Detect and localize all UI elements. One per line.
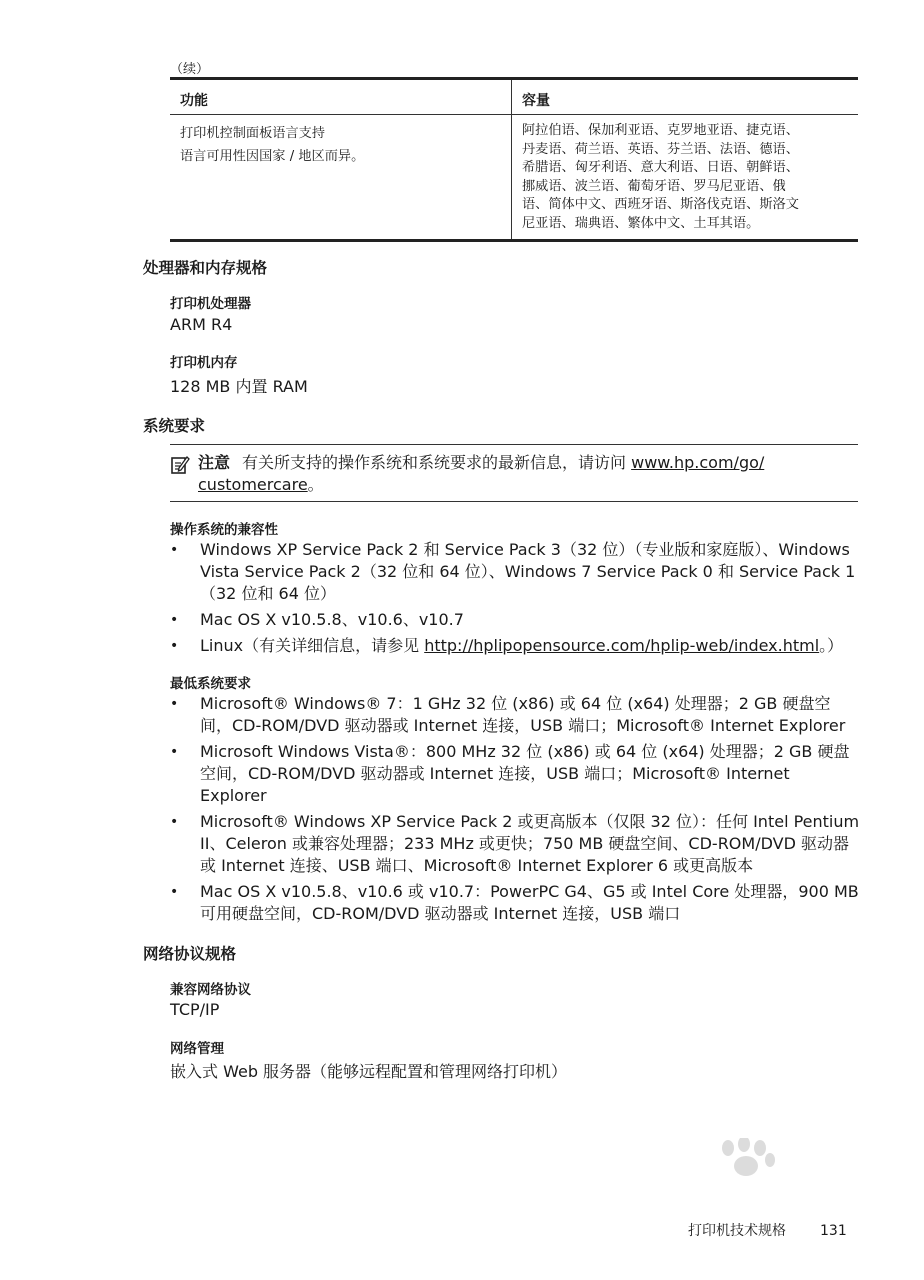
network-heading: 网络协议规格 (143, 945, 237, 963)
min-req-list (170, 693, 860, 929)
capacity-line: 丹麦语、荷兰语、英语、芬兰语、法语、德语、 (522, 141, 799, 157)
note-pencil-icon (170, 455, 190, 475)
processor-heading: 处理器和内存规格 (143, 259, 268, 277)
note-end: 。 (307, 475, 324, 494)
page-footer (688, 1220, 847, 1240)
header-feature: 功能 (170, 80, 512, 114)
linux-text: Linux（有关详细信息，请参见 (200, 636, 425, 655)
table-header (170, 80, 858, 115)
capacity-line: 语、简体中文、西班牙语、斯洛伐克语、斯洛文 (522, 197, 799, 213)
linux-end: 。） (819, 636, 844, 655)
memory-value: 128 MB 内置 RAM (170, 377, 308, 396)
header-capacity: 容量 (522, 93, 550, 109)
capacity-line: 阿拉伯语、保加利亚语、克罗地亚语、捷克语、 (522, 123, 799, 138)
hp-customercare-link[interactable]: www.hp.com/go/ (631, 453, 765, 472)
paw-logo-icon (660, 1138, 860, 1228)
feature-note: 语言可用性因国家 / 地区而异。 (180, 148, 365, 164)
list-item (170, 635, 860, 657)
memory-label: 打印机内存 (170, 355, 238, 371)
list-item: • Mac OS X v10.5.8、v10.6 或 v10.7：PowerPC G4、G5 或 Intel Core 处理器，900 MB 可用硬盘空间，CD-ROM/DVD 驱动器或 Internet 连接，USB 端口 (170, 881, 860, 925)
capacity-line: 挪威语、波兰语、葡萄牙语、罗马尼亚语、俄 (522, 178, 786, 194)
hplip-link[interactable]: http://hplipopensource.com/hplip-web/index.html (424, 636, 820, 655)
system-heading: 系统要求 (143, 417, 206, 435)
list-item: • Microsoft® Windows® 7：1 GHz 32 位 (x86) 或 64 位 (x64) 处理器；2 GB 硬盘空间，CD-ROM/DVD 驱动器或 Internet 连接，USB 端口；Microsoft® Internet Explorer (170, 693, 860, 737)
footer-chapter: 打印机技术规格 (688, 1223, 786, 1239)
note-box (170, 444, 858, 502)
protocol-label: 兼容网络协议 (170, 982, 251, 998)
os-compat-label: 操作系统的兼容性 (170, 522, 278, 538)
capacity-cell (512, 115, 858, 239)
min-req-label: 最低系统要求 (170, 676, 251, 692)
capacity-line: 希腊语、匈牙利语、意大利语、日语、朝鲜语、 (522, 160, 799, 176)
note-label: 注意 (198, 453, 231, 472)
list-item: • Microsoft Windows Vista®：800 MHz 32 位 (x86) 或 64 位 (x64) 处理器；2 GB 硬盘空间，CD-ROM/DVD 驱动器或 Internet 连接，USB 端口；Microsoft® Internet Explorer (170, 741, 860, 807)
hp-customercare-link-cont[interactable]: customercare (198, 475, 308, 494)
os-compat-list (170, 539, 860, 661)
table-continued-label: （续） (170, 62, 210, 77)
cpu-label: 打印机处理器 (170, 296, 251, 312)
mgmt-label: 网络管理 (170, 1041, 224, 1057)
list-item: • Windows XP Service Pack 2 和 Service Pack 3（32 位）（专业版和家庭版）、Windows Vista Service Pack 2（32 位和 64 位）、Windows 7 Service Pack 0 和 Service Pack 1（32 位和 64 位） (170, 539, 860, 605)
spec-table (170, 77, 858, 242)
note-body: 有关所支持的操作系统和系统要求的最新信息，请访问 (242, 453, 627, 472)
mgmt-value: 嵌入式 Web 服务器（能够远程配置和管理网络打印机） (170, 1062, 568, 1081)
capacity-line: 尼亚语、瑞典语、繁体中文、土耳其语。 (522, 215, 760, 231)
feature-cell (170, 115, 512, 239)
feature-title: 打印机控制面板语言支持 (180, 126, 326, 141)
list-item: • Microsoft® Windows XP Service Pack 2 或更高版本（仅限 32 位）：任何 Intel Pentium II、Celeron 或兼容处理器；233 MHz 或更快；750 MB 硬盘空间、CD-ROM/DVD 驱动器或 Internet 连接、USB 端口、Microsoft® Internet Explorer 6 或更高版本 (170, 811, 860, 877)
table-row (170, 115, 858, 239)
cpu-value: ARM R4 (170, 315, 233, 334)
list-item: • Mac OS X v10.5.8、v10.6、v10.7 (170, 609, 860, 631)
note-text (198, 452, 848, 496)
baidu-watermark (660, 1138, 860, 1228)
page-number: 131 (820, 1223, 847, 1239)
protocol-value: TCP/IP (170, 1000, 220, 1019)
